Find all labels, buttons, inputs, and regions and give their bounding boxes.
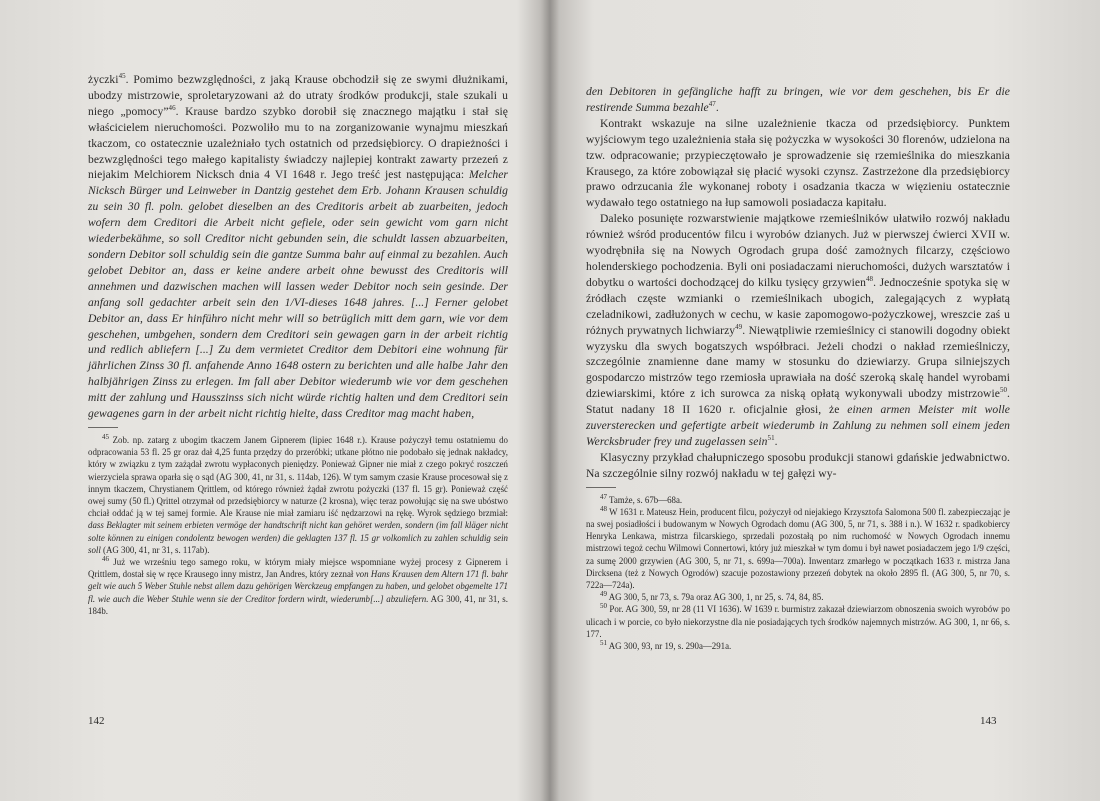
footnote-rule: [88, 427, 118, 428]
footnote-rule: [586, 487, 616, 488]
right-body-paragraph-4: Klasyczny przykład chałupniczego sposobu produkcji stanowi gdańskie jedwabnictwo. Na szczególnie silny rozwój nakładu w tej gałęzi wy-: [586, 450, 1010, 480]
footnote-48: $^{48}$ W 1631 r. Mateusz Hein, producent filcu, pożyczył od niejakiego Krzysztofa Salomona 500 fl. zabezpieczając je na swej posiadłości i budowanym w Nowych Ogrodach domu (AG 300, 5, nr 71, s. 388 i n.). W 1632 r. spadkobiercy Henryka Lenkawa, mistrza filcarskiego, sprzedali pozostałą po nim ruchomość w Nowych Ogrodach innemu mistrzowi tegoż cechu Wilmowi Connertowi, który już mieszkał w tym domu i był nawet posiadaczem jego 1/9 części, za sumę 2000 grzywien (AG 300, 5, nr 71, s. 699a—700a). Inwentarz zmarłego w początkach 1633 r. mistrza Jana Dircksena (też z Nowych Ogrodów) szacuje pozostawiony przezeń dobytek na około 2895 fl. (AG 300, 5, nr 70, s. 722a—724a).: [586, 504, 1010, 591]
footnote-47: $^{47}$ Tamże, s. 67b—68a.: [600, 492, 683, 505]
right-body-paragraph-2: Kontrakt wskazuje na silne uzależnienie tkacza od przedsiębiorcy. Punktem wyjściowym tego uzależnienia stała się pożyczka w wysokości 30 florenów, udzielona na tzw. odpracowanie; przypieczętowało je sprowadzenie się rzemieślnika do mieszkania Krausego, za które zobowiązał się płacić wysoki czynsz. Zastrzeżone dla przedsiębiorcy prawo odrzucania źle wykonanej roboty i osadzania tkacza w więzieniu ostatecznie wydawało tego ostatniego na łup samowoli posiadacza kapitału.: [586, 116, 1010, 210]
footnote-46: $^{46}$ Już we wrześniu tego samego roku, w którym miały miejsce wspomniane wyżej procesy z Gipnerem i Qrittlem, dostał się w ręce Krausego inny mistrz, Jan Andres, który zeznał von Hans Krausen dem Altern 171 fl. bahr gelt wie auch 5 Weber Stuhle nebst allem dazu gehörigen Werckzeug empfangen zu haben, und gelobet obgemelte 171 fl. wie auch die Weber Stuhle wenn sie der Creditor fordern wirdt, wiederumb[...] abzuliefern. AG 300, 41, nr 31, s. 184b.: [88, 555, 508, 616]
footnote-49: $^{49}$ AG 300, 5, nr 73, s. 79a oraz AG 300, 1, nr 25, s. 74, 84, 85.: [600, 590, 824, 603]
left-page-column: [88, 72, 508, 617]
page-number-right: 143: [980, 715, 997, 727]
left-body-paragraph: życzki$^{45}$. Pomimo bezwzględności, z jaką Krause obchodził się ze swymi dłużnikami, ubodzy mistrzowie, sproletaryzowani aż do utraty środków produkcji, stale szukali u niego „pomocy”$^{46}$. Krause bardzo szybko dorobił się znacznego majątku i stał się właścicielem nieruchomości. Pozwoliło mu to na zorganizowanie wynajmu mieszkań tkaczom, co ostatecznie uzależniało tych ostatnich od przedsiębiorcy. O drapieżności i bezwzględności tego małego kapitalisty świadczy najlepiej kontrakt zawarty przezeń z niejakim Melchiorem Nicksch dnia 4 VI 1648 r. Jego treść jest następująca: Melcher Nicksch Bürger und Leinweber in Dantzig gestehet dem Erb. Johann Krausen schuldig zu sein 30 fl. poln. gelobet dieselben an des Creditoris arbeit ab zuarbeiten, jedoch wofern dem Creditori die Arbeit nicht gefiele, oder sein gewicht vom garn nicht wiederbekähme, so soll Creditor nicht gebunden sein, die schuldt lassen abzuarbeiten, sondern Debitor soll schuldig sein die gantze Summa bahr auf einmal zu bezahlen. Auch gelobet Debitor an, dass er keine andere arbeit ohne bewusst des Creditoris will annehmen und dazwischen machen will lassen weder Debitor noch sein gesinde. Der anfang soll gedachter arbeit sein den 1/VI-dieses 1648 jahres. [...] Ferner gelobet Debitor an, dass Er hinführo nicht mehr will so betrüglich mitt dem garn, wie vor dem geschehen, umbgehen, sondern dem Creditori sein gewagen garn in der arbeit richtig und redlich abliefern [...] Zu dem vermietet Creditor dem Debitori eine wohnung für jährlichen Zinss 30 fl. anfahende Anno 1648 ostern zu berichten und alle halbe Jahr den halbjährigen Zinss zu erlegen. Im fall aber Debitor wiederumb wie vor dem geschehen mitt der zahlung und Hausszinss sich nicht würde richtig halten und dem Creditori sein gewagenes garn in der arbeit nicht richtig hielte, dass Creditor mag macht haben,: [88, 72, 508, 421]
footnote-45: $^{45}$ Zob. np. zatarg z ubogim tkaczem Janem Gipnerem (lipiec 1648 r.). Krause pożyczył temu ostatniemu do odpracowania 53 fl. 25 gr oraz dał 4,25 funta przędzy do przeróbki; utkane płótno nie podobało się jednak nakładcy, który w związku z tym zażądał zwrotu wypłaconych pieniędzy. Ponieważ Gipner nie miał z czego pokryć roszczeń wierzyciela sprawa oparła się o sąd (AG 300, 41, nr 31, s. 114ab, 126). W tym samym czasie Krause procesował się z innym tkaczem, Chrystianem Qrittlem, od którego również żądał zwrotu pożyczki (137 fl. 15 gr). Ponieważ część owej sumy (50 fl.) Qrittel otrzymał od przedsiębiorcy w naturze (2 krosna), więc teraz powołując się na swe ubóstwo chciał oddać ją w tej samej formie. Ale Krause nie miał zamiaru iść nędzarzowi na rękę. Wyrok sędziego brzmiał: dass Beklagter mit seinem erbieten vermöge der handtschrift nicht kan gehöret werden, sondern (im fall kläger nicht solte können zu einigen condolentz bewogen werden) die geklagten 137 fl. 15 gr volkomlich zu zahlen schuldig sein soll (AG 300, 41, nr 31, s. 117ab).: [88, 432, 508, 555]
right-page-column: [586, 84, 1010, 652]
right-page: [550, 0, 1100, 801]
page-number-left: 142: [88, 715, 105, 727]
right-body-paragraph-1: den Debitoren in gefängliche hafft zu bringen, wie vor dem geschehen, bis Er die restirende Summa bezahle$^{47}$.: [586, 85, 1010, 114]
footnote-50: $^{50}$ Por. AG 300, 59, nr 28 (11 VI 1636). W 1639 r. burmistrz zakazał dziewiarzom obnoszenia swoich wyrobów po ulicach i w porcie, co było niekorzystne dla nie posiadających tych środków najemnych mistrzów. AG 300, 1, nr 66, s. 177.: [586, 602, 1010, 639]
footnote-51: $^{51}$ AG 300, 93, nr 19, s. 290a—291a.: [600, 639, 732, 652]
right-body-paragraph-3: Daleko posunięte rozwarstwienie majątkowe rzemieślników ułatwiło rozwój nakładu również wśród producentów filcu i wyrobów dzianych. Już w pierwszej ćwierci XVII w. wyodrębniła się na Nowych Ogrodach grupa dość zamożnych filcarzy, częściowo holenderskiego pochodzenia. Byli oni posiadaczami nieruchomości, dużych warsztatów i dobytku o wartości dochodzącej do kilku tysięcy grzywien$^{48}$. Jednocześnie spotyka się w źródłach częste wzmianki o rzemieślnikach ubogich, zalegających z wypłatą czeladnikowi, zadłużonych w cechu, w kasie zapomogowo-pożyczkowej, wreszcie zaś u różnych prywatnych lichwiarzy$^{49}$. Niewątpliwie rzemieślnicy ci stanowili dogodny obiekt wyzysku dla swych bogatszych współbraci. Jeżeli chodzi o nakład rzemieślniczy, szczególnie znamienne dane mamy w stosunku do dziewiarzy. Grupa silniejszych gospodarczo mistrzów tego rzemiosła uprawiała na dość szeroką skalę handel wyrobami dziewiarskimi, które z ich surowca za niską opłatą wykonywali ubodzy mistrzowie$^{50}$. Statut nadany 18 II 1620 r. oficjalnie głosi, że einen armen Meister mit wolle zuversterecken und gefertigte arbeit wiederumb in Zahlung zu nehmen soll einem jeden Wercksbruder frey und zugelassen sein$^{51}$.: [586, 212, 1010, 448]
